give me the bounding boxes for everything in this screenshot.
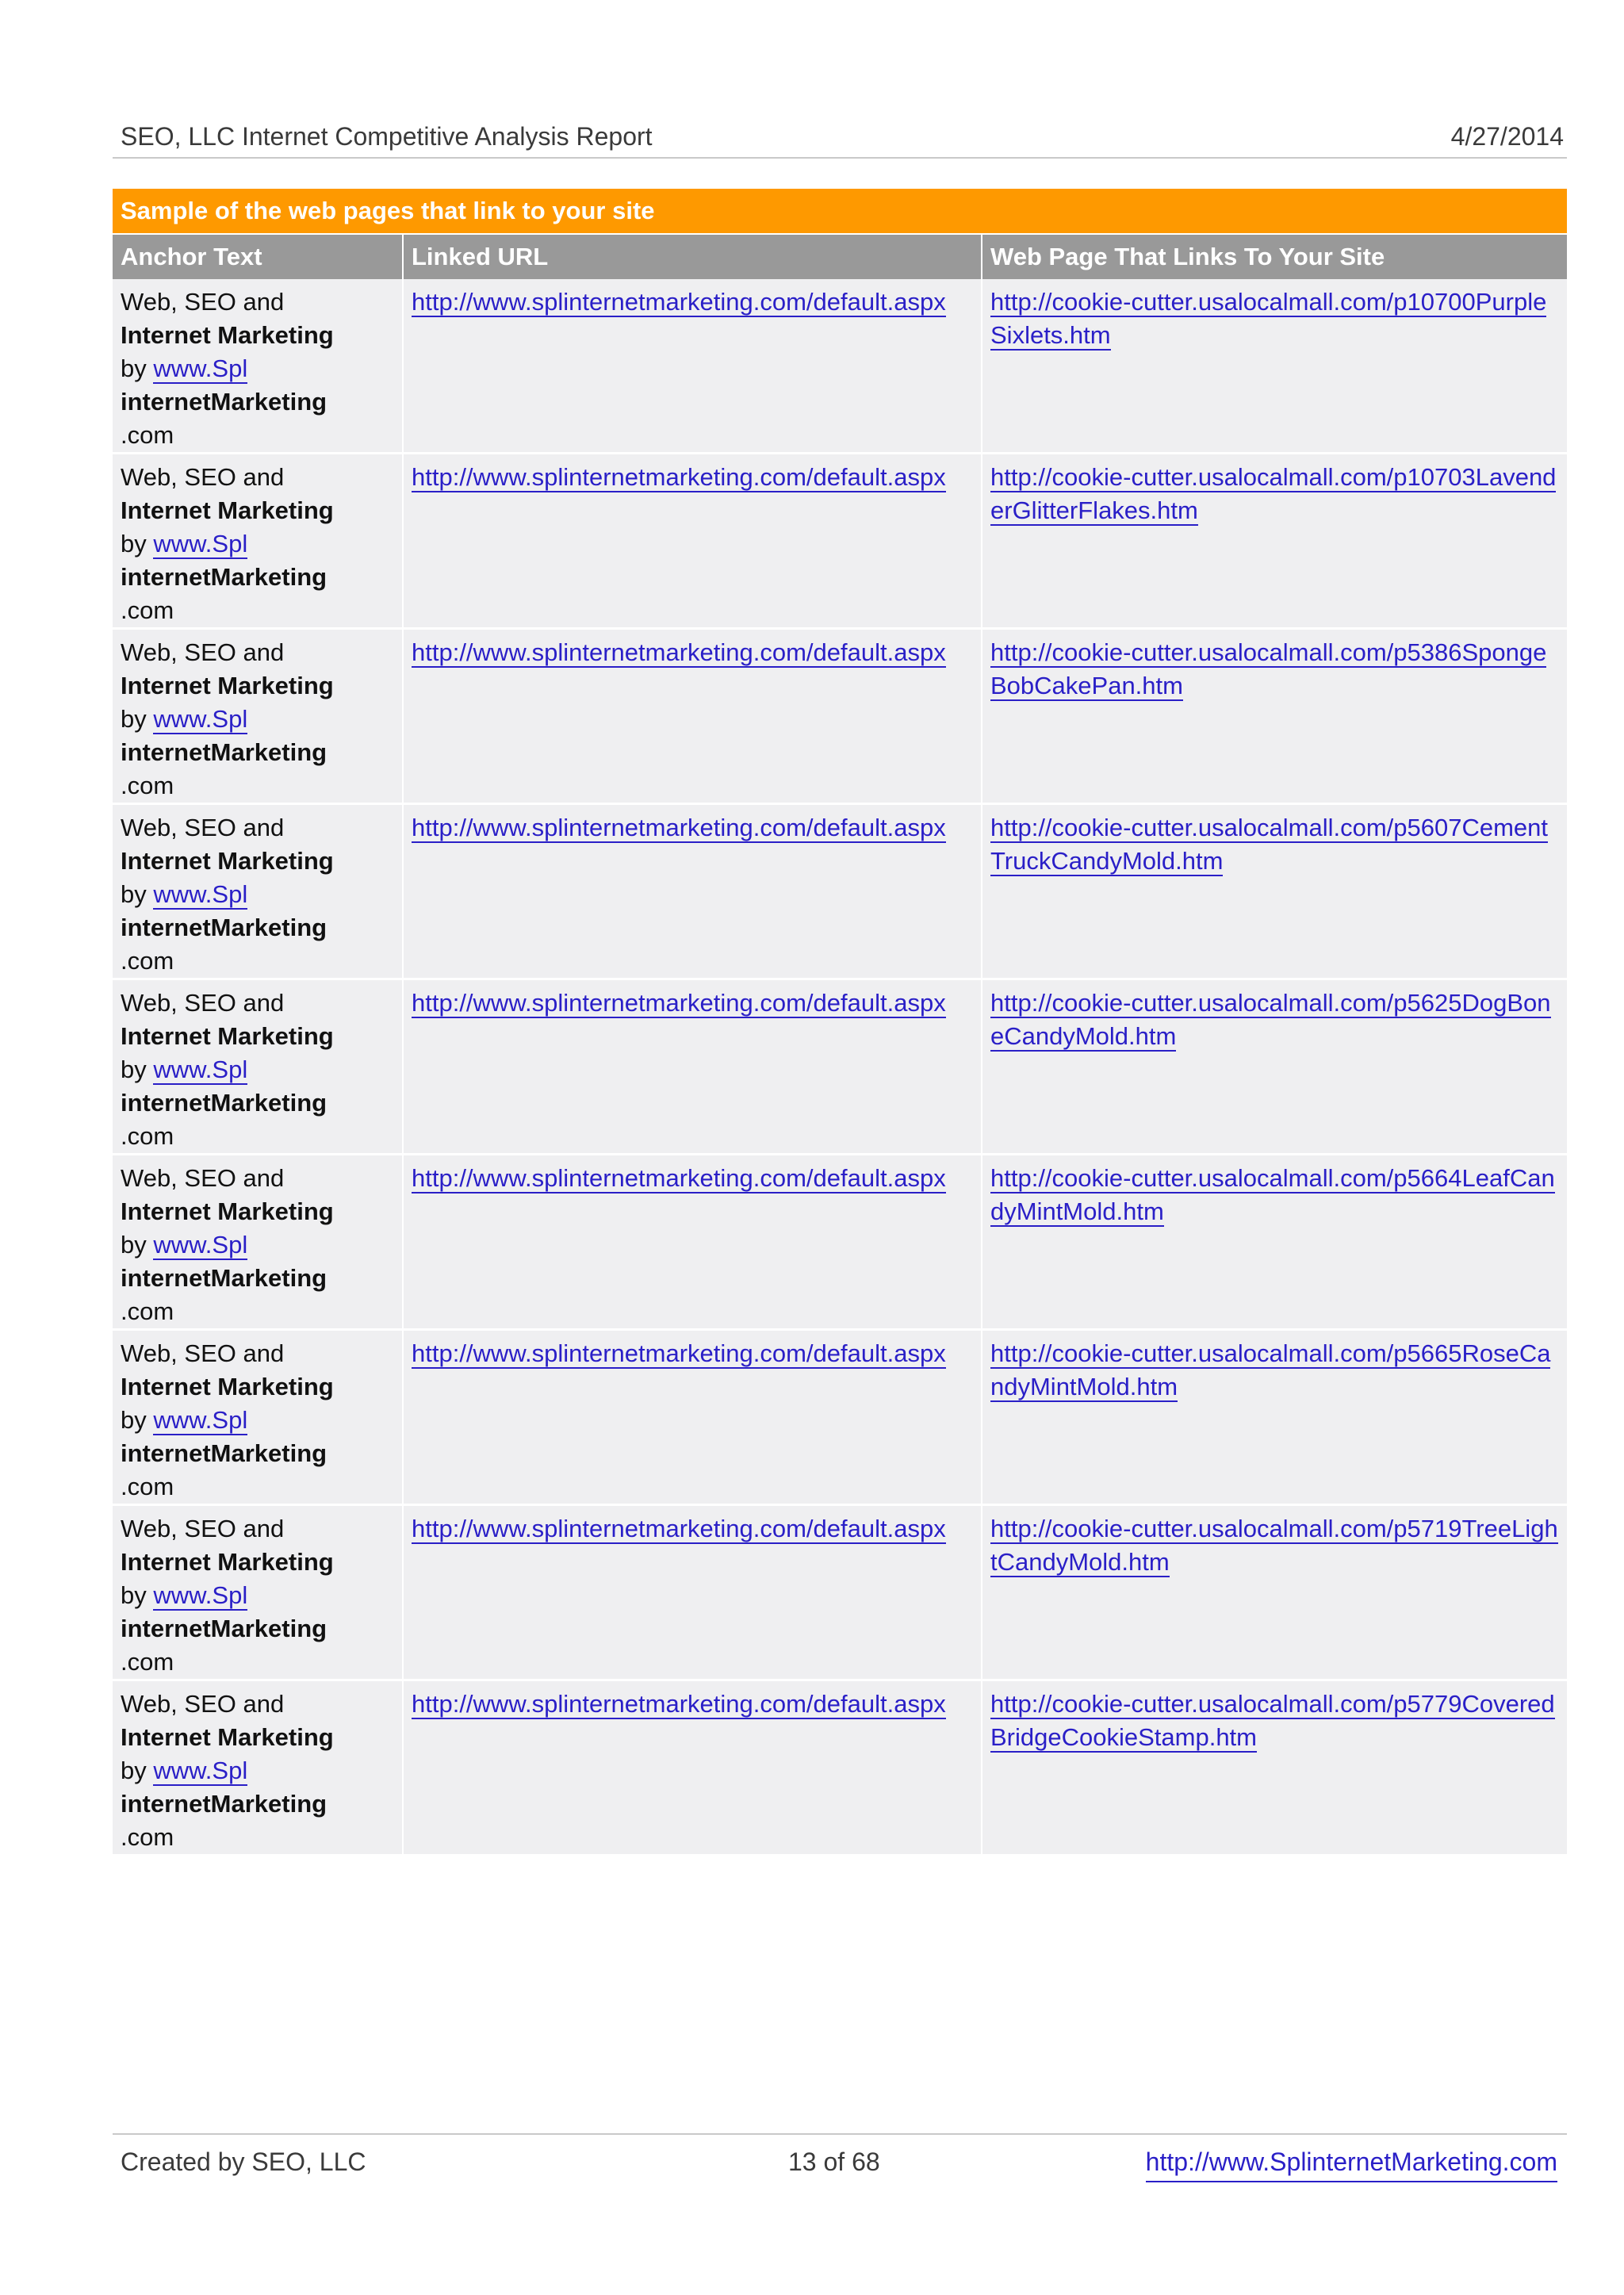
linked-url-link[interactable]: http://www.splinternetmarketing.com/default.aspx <box>412 1164 946 1192</box>
anchor-by: by <box>121 880 154 908</box>
anchor-line-1: Web, SEO and <box>121 288 285 316</box>
linked-url-link[interactable]: http://www.splinternetmarketing.com/default.aspx <box>412 463 946 491</box>
linked-url-cell <box>403 1505 982 1680</box>
linked-url-link[interactable]: http://www.splinternetmarketing.com/default.aspx <box>412 814 946 841</box>
anchor-text-cell <box>113 1680 403 1856</box>
anchor-site-link[interactable]: www.Spl <box>153 1231 248 1259</box>
table-caption-row <box>113 189 1567 234</box>
anchor-by: by <box>121 705 154 733</box>
anchor-by: by <box>121 530 154 557</box>
anchor-line-4: internetMarketing <box>121 1264 327 1292</box>
linking-page-cell <box>982 629 1567 804</box>
linked-url-cell <box>403 979 982 1155</box>
anchor-line-1: Web, SEO and <box>121 638 285 666</box>
anchor-site-link[interactable]: www.Spl <box>153 1056 248 1083</box>
page-number: 13 of 68 <box>788 2147 880 2176</box>
table-row <box>113 454 1567 629</box>
anchor-by: by <box>121 354 154 382</box>
anchor-text-cell <box>113 1155 403 1330</box>
linked-url-cell <box>403 1155 982 1330</box>
linking-page-cell <box>982 279 1567 454</box>
linking-page-link[interactable]: http://cookie-cutter.usalocalmall.com/p5665RoseCandyMintMold.htm <box>990 1339 1551 1400</box>
anchor-line-2: Internet Marketing <box>121 321 334 349</box>
linking-page-link[interactable]: http://cookie-cutter.usalocalmall.com/p10703LavenderGlitterFlakes.htm <box>990 463 1557 524</box>
linked-url-link[interactable]: http://www.splinternetmarketing.com/default.aspx <box>412 1690 946 1718</box>
table-row <box>113 1505 1567 1680</box>
anchor-line-1: Web, SEO and <box>121 1690 285 1718</box>
anchor-line-4: internetMarketing <box>121 1790 327 1818</box>
linked-url-cell <box>403 804 982 979</box>
anchor-line-1: Web, SEO and <box>121 1164 285 1192</box>
table-row <box>113 1330 1567 1505</box>
page-footer <box>121 2143 1557 2181</box>
column-header-linking-page: Web Page That Links To Your Site <box>982 234 1567 279</box>
linked-url-link[interactable]: http://www.splinternetmarketing.com/default.aspx <box>412 1515 946 1542</box>
anchor-text-cell <box>113 979 403 1155</box>
anchor-site-link[interactable]: www.Spl <box>153 354 248 382</box>
report-title: SEO, LLC Internet Competitive Analysis Report <box>121 122 653 151</box>
report-date: 4/27/2014 <box>1450 122 1564 151</box>
linked-url-link[interactable]: http://www.splinternetmarketing.com/default.aspx <box>412 989 946 1017</box>
linked-url-cell <box>403 454 982 629</box>
anchor-line-2: Internet Marketing <box>121 1197 334 1225</box>
anchor-text-cell <box>113 629 403 804</box>
column-header-anchor-text: Anchor Text <box>113 234 403 279</box>
table-row <box>113 1680 1567 1856</box>
anchor-site-link[interactable]: www.Spl <box>153 1406 248 1434</box>
footer-site-link[interactable]: http://www.SplinternetMarketing.com <box>1146 2143 1557 2182</box>
page-header <box>121 117 1564 155</box>
linked-url-cell <box>403 1680 982 1856</box>
linked-url-cell <box>403 1330 982 1505</box>
linking-page-link[interactable]: http://cookie-cutter.usalocalmall.com/p5386SpongeBobCakePan.htm <box>990 638 1547 699</box>
linking-page-link[interactable]: http://cookie-cutter.usalocalmall.com/p5779CoveredBridgeCookieStamp.htm <box>990 1690 1555 1751</box>
anchor-site-link[interactable]: www.Spl <box>153 1581 248 1609</box>
linked-url-cell <box>403 629 982 804</box>
table-row <box>113 279 1567 454</box>
anchor-text-cell <box>113 804 403 979</box>
anchor-line-2: Internet Marketing <box>121 847 334 875</box>
anchor-line-1: Web, SEO and <box>121 463 285 491</box>
anchor-by: by <box>121 1757 154 1784</box>
anchor-line-2: Internet Marketing <box>121 672 334 699</box>
table-body <box>113 279 1567 1856</box>
anchor-line-5: .com <box>121 947 174 975</box>
table-row <box>113 804 1567 979</box>
linked-url-link[interactable]: http://www.splinternetmarketing.com/default.aspx <box>412 1339 946 1367</box>
anchor-text-cell <box>113 1330 403 1505</box>
anchor-line-5: .com <box>121 596 174 624</box>
footer-divider <box>113 2133 1567 2135</box>
anchor-site-link[interactable]: www.Spl <box>153 705 248 733</box>
table-row <box>113 629 1567 804</box>
anchor-line-2: Internet Marketing <box>121 1548 334 1576</box>
anchor-line-1: Web, SEO and <box>121 814 285 841</box>
anchor-line-1: Web, SEO and <box>121 1515 285 1542</box>
linked-url-link[interactable]: http://www.splinternetmarketing.com/default.aspx <box>412 288 946 316</box>
linking-page-cell <box>982 1155 1567 1330</box>
linking-page-link[interactable]: http://cookie-cutter.usalocalmall.com/p10700PurpleSixlets.htm <box>990 288 1547 349</box>
anchor-line-4: internetMarketing <box>121 1089 327 1117</box>
anchor-line-1: Web, SEO and <box>121 1339 285 1367</box>
anchor-text-cell <box>113 454 403 629</box>
anchor-site-link[interactable]: www.Spl <box>153 1757 248 1784</box>
linking-page-cell <box>982 979 1567 1155</box>
anchor-line-5: .com <box>121 1823 174 1851</box>
anchor-by: by <box>121 1406 154 1434</box>
header-divider <box>113 157 1567 159</box>
linked-url-link[interactable]: http://www.splinternetmarketing.com/default.aspx <box>412 638 946 666</box>
anchor-by: by <box>121 1581 154 1609</box>
linking-page-link[interactable]: http://cookie-cutter.usalocalmall.com/p5664LeafCandyMintMold.htm <box>990 1164 1555 1225</box>
linked-url-cell <box>403 279 982 454</box>
anchor-line-5: .com <box>121 1122 174 1150</box>
anchor-line-5: .com <box>121 1297 174 1325</box>
anchor-line-4: internetMarketing <box>121 388 327 416</box>
table-row <box>113 979 1567 1155</box>
created-by: Created by SEO, LLC <box>121 2147 366 2176</box>
anchor-line-2: Internet Marketing <box>121 1373 334 1400</box>
anchor-line-2: Internet Marketing <box>121 496 334 524</box>
anchor-line-4: internetMarketing <box>121 1615 327 1642</box>
anchor-text-cell <box>113 279 403 454</box>
anchor-line-4: internetMarketing <box>121 1439 327 1467</box>
anchor-by: by <box>121 1056 154 1083</box>
column-header-linked-url: Linked URL <box>403 234 982 279</box>
anchor-line-1: Web, SEO and <box>121 989 285 1017</box>
linking-page-cell <box>982 454 1567 629</box>
linking-page-cell <box>982 804 1567 979</box>
anchor-line-5: .com <box>121 1473 174 1500</box>
table-caption: Sample of the web pages that link to your site <box>113 189 1567 234</box>
anchor-by: by <box>121 1231 154 1259</box>
anchor-line-2: Internet Marketing <box>121 1723 334 1751</box>
anchor-line-5: .com <box>121 1648 174 1676</box>
linking-page-cell <box>982 1505 1567 1680</box>
linking-page-link[interactable]: http://cookie-cutter.usalocalmall.com/p5719TreeLightCandyMold.htm <box>990 1515 1558 1576</box>
linking-page-link[interactable]: http://cookie-cutter.usalocalmall.com/p5607CementTruckCandyMold.htm <box>990 814 1549 875</box>
linking-page-link[interactable]: http://cookie-cutter.usalocalmall.com/p5625DogBoneCandyMold.htm <box>990 989 1551 1050</box>
anchor-line-4: internetMarketing <box>121 738 327 766</box>
anchor-site-link[interactable]: www.Spl <box>153 880 248 908</box>
linking-page-cell <box>982 1330 1567 1505</box>
anchor-line-4: internetMarketing <box>121 563 327 591</box>
table-row <box>113 1155 1567 1330</box>
anchor-line-5: .com <box>121 772 174 799</box>
anchor-site-link[interactable]: www.Spl <box>153 530 248 557</box>
anchor-text-cell <box>113 1505 403 1680</box>
anchor-line-4: internetMarketing <box>121 914 327 941</box>
linking-page-cell <box>982 1680 1567 1856</box>
table-header-row <box>113 234 1567 279</box>
anchor-line-5: .com <box>121 421 174 449</box>
backlinks-table <box>113 189 1567 1856</box>
anchor-line-2: Internet Marketing <box>121 1022 334 1050</box>
